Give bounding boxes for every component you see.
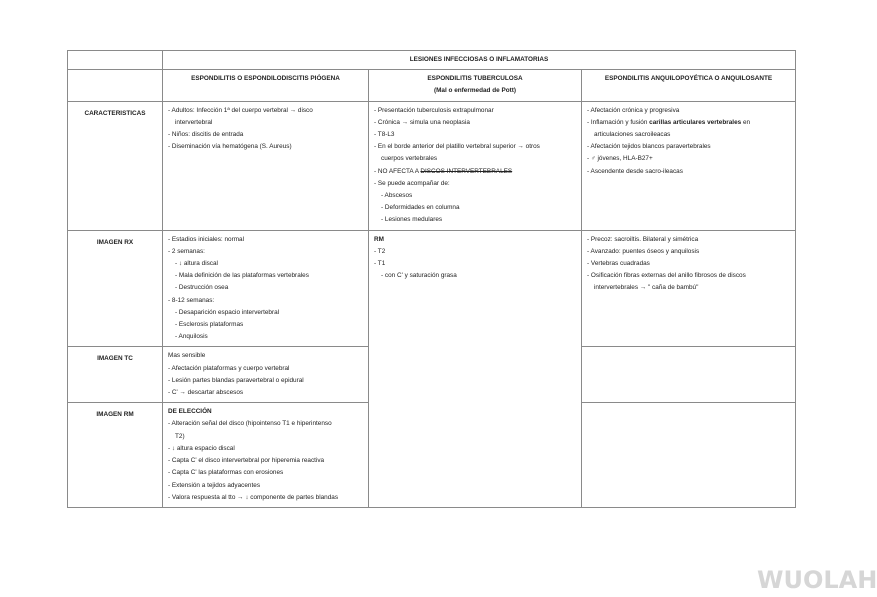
- row-label-imagen-rx: IMAGEN RX: [68, 230, 163, 347]
- row-label-caracteristicas: CARACTERISTICAS: [68, 101, 163, 230]
- list-item: - con C' y saturación grasa: [381, 272, 457, 280]
- list-item: - Vertebras cuadradas: [587, 260, 650, 268]
- list-item: - Se puede acompañar de:: [374, 179, 450, 187]
- list-item: - Desaparición espacio intervertebral: [175, 308, 280, 316]
- list-item: - Precoz: sacroiltis. Bilateral y simétrica: [587, 235, 699, 243]
- list-item: - 2 semanas:: [168, 247, 205, 255]
- list-item-prefix: - Inflamación y fusión: [587, 118, 650, 126]
- watermark-logo: WUOLAH: [757, 566, 877, 594]
- list-item: intervertebrales → " caña de bambú": [594, 284, 699, 292]
- cell-caracteristicas-piogena: [163, 101, 369, 230]
- cell-imagen-rm-piogena: [163, 403, 369, 508]
- cell-imagen-tuberculosa: [369, 230, 582, 507]
- list-item: - T2: [374, 247, 386, 255]
- column-title: ESPONDILITIS ANQUILOPOYÉTICA O ANQUILOSANTE: [604, 75, 773, 83]
- table-title: LESIONES INFECCIOSAS O INFLAMATORIAS: [163, 51, 796, 70]
- rm-heading: RM: [374, 235, 384, 243]
- de-eleccion-heading: DE ELECCIÓN: [168, 408, 212, 416]
- list-item: - Abscesos: [381, 192, 413, 200]
- list-item: - Lesión partes blandas paravertebral o epidural: [168, 376, 304, 384]
- column-subtitle: (Mal o enfermedad de Pott): [433, 87, 517, 95]
- list-item: cuerpos vertebrales: [381, 155, 438, 163]
- strikethrough-text: DISCOS INTERVERTEBRALES: [420, 167, 513, 175]
- list-item-suffix: en: [741, 118, 751, 126]
- cell-imagen-tc-piogena: [163, 347, 369, 403]
- list-item: - Afectación crónica y progresiva: [587, 106, 680, 114]
- empty-header-cell: [68, 70, 163, 101]
- list-item: - Presentación tuberculosis extrapulmonar: [374, 106, 494, 114]
- list-item: - Estadios iniciales: normal: [168, 235, 245, 243]
- list-item: - Lesiones medulares: [381, 216, 443, 224]
- list-item: - Alteración señal del disco (hipointenso T1 e hiperintenso: [168, 420, 332, 428]
- lesiones-table: [67, 50, 796, 508]
- list-item: - Destrucción osea: [175, 284, 229, 292]
- list-item: intervertebral: [175, 118, 213, 126]
- cell-caracteristicas-anquilosante: [582, 101, 796, 230]
- row-label-imagen-rm: IMAGEN RM: [68, 403, 163, 508]
- list-item: - Capta C' el disco intervertebral por hiperemia reactiva: [168, 457, 325, 465]
- list-item-prefix: - NO AFECTA A: [374, 167, 421, 175]
- list-item: - Mala definición de las plataformas vertebrales: [175, 272, 309, 280]
- list-item: - ↓ altura espacio discal: [168, 444, 235, 452]
- list-item: - ↓ altura discal: [175, 260, 218, 268]
- column-title: ESPONDILITIS O ESPONDILODISCITIS PIÓGENA: [191, 75, 340, 83]
- list-item: - Afectación tejidos blancos paravertebrales: [587, 143, 711, 151]
- column-header-tuberculosa: [369, 70, 582, 101]
- list-item: - 8-12 semanas:: [168, 296, 215, 304]
- list-item: - Ascendente desde sacro-ileacas: [587, 167, 683, 175]
- list-item: - Crónica → simula una neoplasia: [374, 118, 470, 126]
- list-item: - Afectación plataformas y cuerpo vertebral: [168, 364, 290, 372]
- list-item: [374, 166, 576, 178]
- list-item: - T1: [374, 260, 386, 268]
- list-item: - Valora respuesta al tto → ↓ componente de partes blandas: [168, 493, 339, 501]
- column-title: ESPONDILITIS TUBERCULOSA: [427, 75, 523, 83]
- list-item: - Anquilosis: [175, 333, 208, 341]
- list-item: - ♂ jóvenes, HLA-B27+: [587, 155, 653, 163]
- list-item: - En el borde anterior del platillo vertebral superior → otros: [374, 143, 540, 151]
- column-header-piogena: [163, 70, 369, 101]
- list-item: - Niños: discitis de entrada: [168, 131, 244, 139]
- cell-imagen-rm-anquilosante: [582, 403, 796, 508]
- cell-caracteristicas-tuberculosa: [369, 101, 582, 230]
- list-item: - C' → descartar abscesos: [168, 389, 244, 397]
- list-item: - Avanzado: puentes óseos y anquilosis: [587, 247, 700, 255]
- list-item: - Esclerosis plataformas: [175, 321, 244, 329]
- list-item: Mas sensible: [168, 352, 206, 360]
- list-item: - Adultos: Infección 1ª del cuerpo vertebral → disco: [168, 106, 313, 114]
- cell-imagen-rx-piogena: [163, 230, 369, 347]
- list-item: - Capta C' las plataformas con erosiones: [168, 469, 284, 477]
- column-header-anquilosante: [582, 70, 796, 101]
- list-item: [587, 117, 790, 129]
- list-item: articulaciones sacroileacas: [594, 131, 671, 139]
- list-item: - Deformidades en columna: [381, 204, 460, 212]
- row-label-imagen-tc: IMAGEN TC: [68, 347, 163, 403]
- list-item: - T8-L3: [374, 131, 395, 139]
- list-item: - Diseminación vía hematógena (S. Aureus): [168, 143, 292, 151]
- cell-imagen-tc-anquilosante: [582, 347, 796, 403]
- cell-imagen-rx-anquilosante: [582, 230, 796, 347]
- list-item: - Osificación fibras externas del anillo fibrosos de discos: [587, 272, 746, 280]
- empty-corner-cell: [68, 51, 163, 70]
- list-item: - Extensión a tejidos adyacentes: [168, 481, 261, 489]
- bold-text: carillas articulares vertebrales: [649, 118, 742, 126]
- list-item: T2): [175, 432, 185, 440]
